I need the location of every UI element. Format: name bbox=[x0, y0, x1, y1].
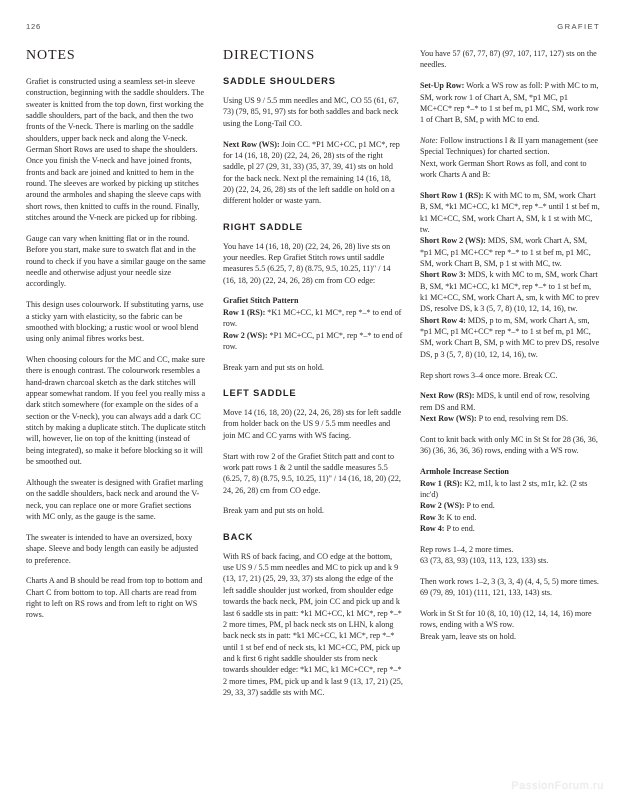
short-row-3-text: MDS, k with MC to m, SM, work Chart B, SM, *k1 MC+CC, k1 MC*, rep *–* to 1 st bef m, k1 MC+CC, SM, work Chart A, sm, k with MC to prev DS, resolve DS, k 3 (5, 7, 8) (10, 12, 14, 16), tw. bbox=[420, 270, 600, 314]
short-row-1-text: K with MC to m, SM, work Chart B, SM, *k1 MC+CC, k1 MC*, rep *–* until 1 st bef m, k1 MC+CC, SM, work Chart A, SM, k 1 st with MC, tw. bbox=[420, 190, 600, 234]
stitch-count-paragraph: You have 57 (67, 77, 87) (97, 107, 117, 127) sts on the needles. bbox=[420, 49, 597, 70]
column-continuation bbox=[420, 48, 600, 652]
right-saddle-paragraph: You have 14 (16, 18, 20) (22, 24, 26, 28) live sts on your needles. Rep Grafiet Stitch rows until saddle measures 5.5 (6.25, 7, 8) (8.75, 9.5, 10.25, 11)" / 14 (16, 18, 20) (22, 24, 26, 28) cm from CO edge: bbox=[223, 241, 391, 285]
left-saddle-paragraph: Move 14 (16, 18, 20) (22, 24, 26, 28) sts for left saddle from holder back on the US 9 / 5.5 mm needles and join MC and CC yarns with WS facing. bbox=[223, 408, 402, 440]
break-yarn-hold: Break yarn, leave sts on hold. bbox=[420, 631, 516, 641]
left-saddle-heading: LEFT SADDLE bbox=[223, 388, 297, 399]
armhole-row-2-label: Row 2 (WS): bbox=[420, 501, 465, 511]
armhole-row-3-label: Row 3: bbox=[420, 512, 445, 522]
cont-knit-back: Cont to knit back with only MC in St St for 28 (36, 36, 36) (36, 36, 36, 36) rows, ending with a WS row. bbox=[420, 434, 598, 456]
left-saddle-paragraph: Start with row 2 of the Grafiet Stitch patt and cont to work patt rows 1 & 2 until the saddle measures 5.5 (6.25, 7, 8) (8.75, 9.5, 10.25, 11)" / 14 (16, 18, 20) (22, 24, 26, 28) cm from CO edge. bbox=[223, 451, 401, 495]
short-row-4-label: Short Row 4: bbox=[420, 315, 466, 325]
next-row-ws-label: Next Row (WS): bbox=[420, 414, 477, 424]
armhole-row-4-label: Row 4: bbox=[420, 523, 445, 533]
back-paragraph: With RS of back facing, and CO edge at the bottom, use US 9 / 5.5 mm needles and MC to pick up and k 9 (13, 17, 21) (25, 29, 33, 37) sts along the edge of the left saddle shoulder just worked, from shoulder edge towards the back neck, PM, join CC and pick up and k last 6 saddle sts in patt: *k1 MC+CC, k1 MC*, rep *–* 2 more times, PM, pl back neck sts on LHN, k along back neck sts in patt: *k1 MC+CC, k1 MC*, rep *–* until 1 st bef end of neck sts, k1 MC+CC, PM, pick up and k first 6 right saddle shoulder sts from neck towards shoulder edge: *k1 MC, k1 MC+CC*, rep *–* 2 more times, PM, pick up and k last 9 (13, 17, 21) (25, 29, 33, 37) saddle sts with MC. bbox=[223, 551, 403, 697]
next-row-label: Next Row (WS): bbox=[223, 139, 280, 149]
armhole-row-2 bbox=[420, 500, 600, 511]
rep-rows: Rep rows 1–4, 2 more times. bbox=[420, 544, 514, 554]
page-number: 126 bbox=[26, 22, 42, 31]
then-work-rows: Then work rows 1–2, 3 (3, 3, 4) (4, 4, 5, 5) more times. bbox=[420, 576, 599, 586]
rep-rows-counts: 63 (73, 83, 93) (103, 113, 123, 133) sts. bbox=[420, 556, 549, 566]
work-in-st-st: Work in St St for 10 (8, 10, 10) (12, 14, 14, 16) more rows, ending with a WS row. bbox=[420, 609, 592, 630]
short-row-2-label: Short Row 2 (WS): bbox=[420, 236, 486, 246]
rep-short-rows: Rep short rows 3–4 once more. Break CC. bbox=[420, 370, 558, 380]
then-work-counts: 69 (79, 89, 101) (111, 121, 133, 143) sts. bbox=[420, 588, 553, 598]
three-column-layout bbox=[26, 48, 600, 788]
armhole-row-2-text: P to end. bbox=[464, 501, 495, 511]
short-row-3-label: Short Row 3: bbox=[420, 270, 466, 280]
set-up-row-text: Work a WS row as foll: P with MC to m, SM, work row 1 of Chart A, SM, *p1 MC, p1 MC+CC* rep *–* to 1 st bef m, p1 MC, SM, work row 1 of Chart B, SM, p with MC to end. bbox=[420, 81, 599, 125]
left-saddle-break-yarn: Break yarn and put sts on hold. bbox=[223, 506, 324, 516]
short-row-2 bbox=[420, 235, 600, 269]
set-up-row bbox=[420, 80, 600, 125]
armhole-row-4 bbox=[420, 523, 600, 534]
grafiet-stitch-pattern-label bbox=[223, 295, 403, 306]
running-head bbox=[26, 22, 600, 34]
notes-heading: NOTES bbox=[26, 48, 76, 63]
armhole-row-1 bbox=[420, 478, 600, 501]
armhole-heading-text: Armhole Increase Section bbox=[420, 467, 509, 477]
short-row-2-text: MDS, SM, work Chart A, SM, *p1 MC, p1 MC+CC* rep *–* to 1 st bef m, p1 MC, SM, work Chart B, SM, p 1 st with MC, tw. bbox=[420, 236, 591, 268]
notes-paragraph: Gauge can vary when knitting flat or in the round. Before you start, make sure to swatch flat and in the round to check if you have a similar gauge on the same needle and otherwise adjust your needle size accordingly. bbox=[26, 233, 206, 289]
column-notes bbox=[26, 48, 206, 630]
grafiet-row-1 bbox=[223, 307, 403, 330]
next-row-text: Join CC. *P1 MC+CC, p1 MC*, rep for 14 (16, 18, 20) (22, 24, 26, 28) sts of the right saddle, pl 27 (29, 31, 33) (35, 37, 39, 41) sts on hold for the back neck. Next pl the remaining 14 (16, 18, 20) (22, 24, 26, 28) sts of the left saddle on hold on a different holder or waste yarn. bbox=[223, 139, 400, 206]
armhole-row-3 bbox=[420, 512, 600, 523]
grafiet-row-2 bbox=[223, 330, 403, 353]
row-1-label: Row 1 (RS): bbox=[223, 307, 266, 317]
note-paragraph-2: Next, work German Short Rows as foll, and cont to work Charts A and B: bbox=[420, 158, 587, 180]
notes-paragraph: Grafiet is constructed using a seamless set-in sleeve construction, beginning with the saddle shoulders. The sweater is knitted from the top down, first working the saddle shoulders, part of the back, and then the two fronts of the V-neck. There is marling on the saddle shoulders, upper back neck and along the V-neck. German Short Rows are used to shape the shoulders. Once you finish the V-neck and have joined fronts, fronts and back are joined and knitted to hem in the round. The sleeves are worked by picking up stitches around the armholes and shaping the sleeve caps with short rows, then knitted to cuffs in the round. Finally, stitches around the V-neck are picked up for ribbing. bbox=[26, 77, 205, 223]
directions-heading: DIRECTIONS bbox=[223, 48, 316, 63]
armhole-increase-heading bbox=[420, 466, 600, 477]
short-row-4-text: MDS, p to m, SM, work Chart A, sm, *p1 MC, p1 MC+CC* rep *–* to 1 st bef m, p1 MC, SM, work Chart B, SM, p with MC to prev DS, resolve DS, p 3 (5, 7, 8) (10, 12, 14, 16), tw. bbox=[420, 315, 600, 359]
note-text: Follow instructions I & II yarn management (see Special Techniques) for charted section. bbox=[420, 136, 599, 157]
armhole-row-1-text: K2, m1l, k to last 2 sts, m1r, k2. (2 sts inc'd) bbox=[420, 478, 588, 499]
saddle-shoulders-paragraph: Using US 9 / 5.5 mm needles and MC, CO 55 (61, 67, 73) (79, 85, 91, 97) sts for both saddles and back neck using the Long-Tail CO. bbox=[223, 96, 399, 128]
watermark: PassionForum.ru bbox=[511, 780, 604, 792]
saddle-shoulders-heading: SADDLE SHOULDERS bbox=[223, 76, 336, 86]
notes-paragraph: Although the sweater is designed with Grafiet marling on the saddle shoulders, back neck and around the V-neck, you can replace one or more Grafiet sections with MC only, as the gauge is the same. bbox=[26, 478, 204, 522]
column-directions bbox=[223, 48, 403, 708]
back-heading: BACK bbox=[223, 531, 254, 542]
next-row-rs-label: Next Row (RS): bbox=[420, 391, 475, 401]
row-2-label: Row 2 (WS): bbox=[223, 330, 268, 340]
short-row-4 bbox=[420, 315, 600, 360]
next-row-rs-text: MDS, k until end of row, resolving rem DS and RM. bbox=[420, 391, 590, 412]
notes-paragraph: The sweater is intended to have an oversized, boxy shape. Sleeve and body length can easily be adjusted to preference. bbox=[26, 532, 199, 565]
next-row-ws bbox=[420, 413, 600, 424]
pattern-label-text: Grafiet Stitch Pattern bbox=[223, 296, 299, 306]
short-row-1 bbox=[420, 190, 600, 235]
armhole-row-3-text: K to end. bbox=[444, 512, 477, 522]
right-saddle-break-yarn: Break yarn and put sts on hold. bbox=[223, 362, 324, 372]
armhole-row-1-label: Row 1 (RS): bbox=[420, 478, 463, 488]
right-saddle-heading: RIGHT SADDLE bbox=[223, 221, 303, 232]
armhole-row-4-text: P to end. bbox=[444, 523, 475, 533]
row-1-text: *K1 MC+CC, k1 MC*, rep *–* to end of row. bbox=[223, 307, 402, 329]
short-row-3 bbox=[420, 269, 600, 314]
note-label: Note: bbox=[420, 136, 438, 146]
notes-paragraph: This design uses colourwork. If substituting yarns, use a sticky yarn with elasticity, so the fabric can be smoothed with blocking; a rustic wool or wool blend using only animal fibres works best. bbox=[26, 300, 204, 344]
short-row-1-label: Short Row 1 (RS): bbox=[420, 190, 484, 200]
next-row-ws-text: P to end, resolving rem DS. bbox=[476, 414, 569, 424]
row-2-text: *P1 MC+CC, p1 MC*, rep *–* to end of row. bbox=[223, 330, 403, 351]
notes-paragraph: Charts A and B should be read from top to bottom and Chart C from bottom to top. All charts are read from right to left on RS rows and from left to right on WS rows. bbox=[26, 576, 203, 620]
running-title: GRAFIET bbox=[557, 22, 600, 31]
set-up-row-label: Set-Up Row: bbox=[420, 81, 465, 91]
notes-paragraph: When choosing colours for the MC and CC, make sure there is enough contrast. The colourwork resembles a hand-drawn charcoal sketch as the dark stitches will appear somewhat random. If you feel you really miss a dark stitch somewhere (for example on the sides of a section or the V-neck), you can always add a dark CC stitch by making a duplicate stitch. The duplicate stitch will, however, lie on top of the knitting (instead of being integrated), so make it before blocking so it will be smoothed out. bbox=[26, 355, 206, 467]
next-row-rs bbox=[420, 390, 600, 413]
note-paragraph bbox=[420, 135, 600, 158]
saddle-shoulders-next-row bbox=[223, 139, 403, 207]
